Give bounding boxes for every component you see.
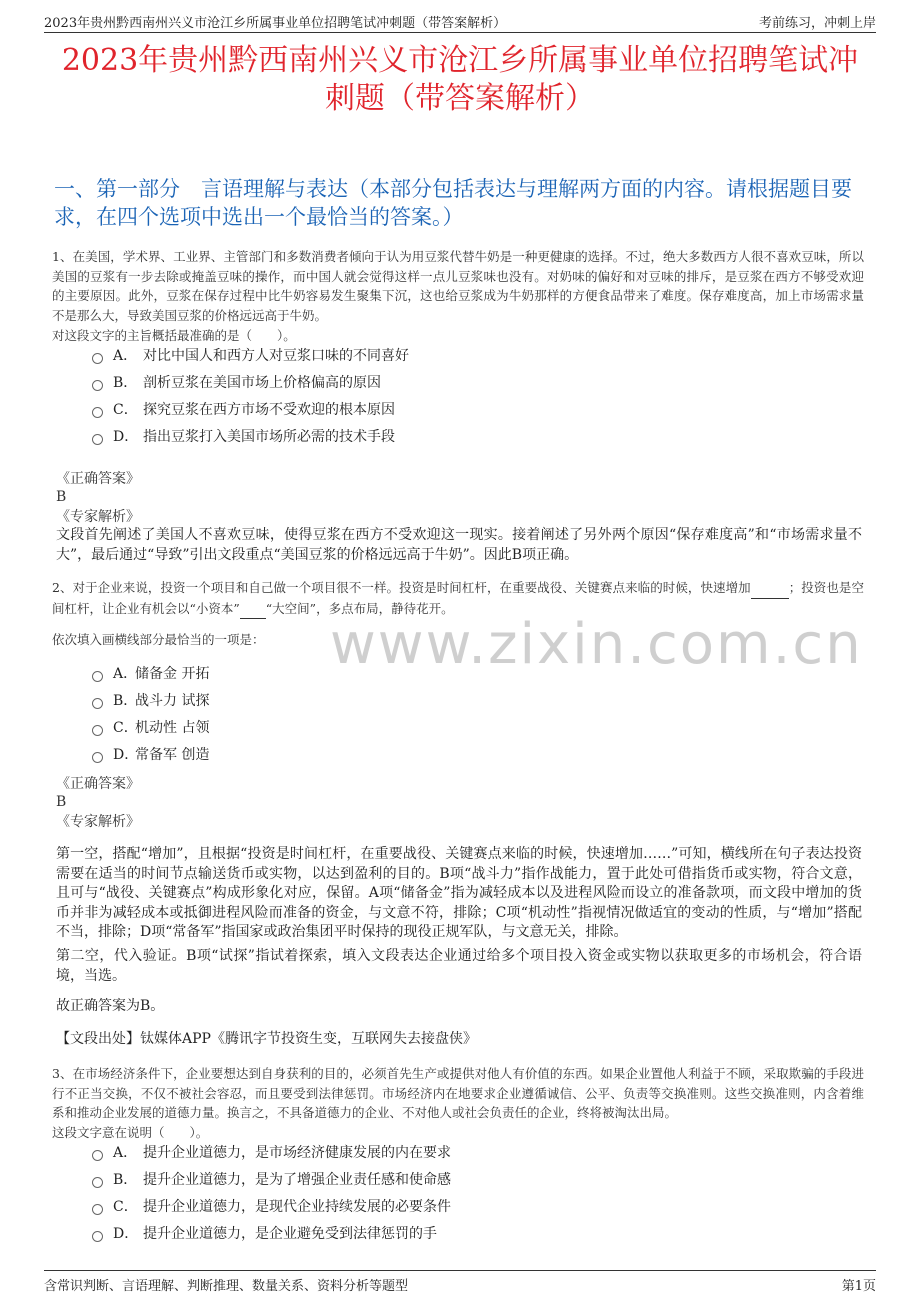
option-text: 指出豆浆打入美国市场所必需的技术手段 bbox=[143, 429, 395, 445]
q2-option-a[interactable] bbox=[92, 663, 209, 685]
radio-icon[interactable] bbox=[92, 725, 103, 736]
q2-option-b[interactable] bbox=[92, 690, 209, 712]
option-letter: A． bbox=[113, 666, 138, 682]
q3-option-b[interactable] bbox=[92, 1169, 451, 1191]
option-letter: B． bbox=[113, 1172, 138, 1188]
radio-icon[interactable] bbox=[92, 752, 103, 763]
option-text: 提升企业道德力，是企业避免受到法律惩罚的手 bbox=[143, 1226, 437, 1242]
option-text: 提升企业道德力，是市场经济健康发展的内在要求 bbox=[143, 1145, 451, 1161]
q1-analysis: 文段首先阐述了美国人不喜欢豆味，使得豆浆在西方不受欢迎这一现实。接着阐述了另外两个原因“保存难度高”和“市场需求量不大”，最后通过“导致”引出文段重点“美国豆浆的价格远远高于牛奶”。因此B项正确。 bbox=[56, 527, 862, 563]
q2-analysis-p2: 第二空，代入验证。B项“试探”指试着探索，填入文段表达企业通过给多个项目投入资金或实物以获取更多的市场机会，符合语境，当选。 bbox=[56, 948, 862, 984]
option-text: 提升企业道德力，是现代企业持续发展的必要条件 bbox=[143, 1199, 451, 1215]
q1-question: 对这段文字的主旨概括最准确的是（ ）。 bbox=[52, 328, 296, 343]
option-letter: B． bbox=[113, 375, 138, 391]
option-text: 常备军 创造 bbox=[135, 747, 210, 763]
option-letter: C． bbox=[113, 402, 138, 418]
header-slogan: 考前练习，冲刺上岸 bbox=[758, 16, 876, 31]
radio-icon[interactable] bbox=[92, 1150, 103, 1161]
option-letter: D． bbox=[113, 429, 139, 445]
option-text: 机动性 占领 bbox=[135, 720, 210, 736]
q3-question: 这段文字意在说明（ ）。 bbox=[52, 1125, 209, 1140]
q2-option-d[interactable] bbox=[92, 744, 209, 766]
option-text: 对比中国人和西方人对豆浆口味的不同喜好 bbox=[143, 348, 409, 364]
option-text: 剖析豆浆在美国市场上价格偏高的原因 bbox=[143, 375, 381, 391]
radio-icon[interactable] bbox=[92, 698, 103, 709]
q2-analysis-label: 《专家解析》 bbox=[56, 814, 140, 830]
option-letter: C． bbox=[113, 720, 138, 736]
radio-icon[interactable] bbox=[92, 353, 103, 364]
fill-blank-2 bbox=[240, 599, 266, 620]
q3-option-c[interactable] bbox=[92, 1196, 451, 1218]
radio-icon[interactable] bbox=[92, 1204, 103, 1215]
q3-option-a[interactable] bbox=[92, 1142, 451, 1164]
page-number: 第1页 bbox=[841, 1279, 876, 1294]
section-heading: 一、第一部分 言语理解与表达（本部分包括表达与理解两方面的内容。请根据题目要求，在四个选项中选出一个最恰当的答案。） bbox=[54, 177, 852, 229]
q1-option-c[interactable] bbox=[92, 399, 395, 421]
radio-icon[interactable] bbox=[92, 1177, 103, 1188]
q1-answer: B bbox=[56, 489, 67, 505]
page-title: 2023年贵州黔西南州兴义市沧江乡所属事业单位招聘笔试冲刺题（带答案解析） bbox=[61, 43, 859, 116]
radio-icon[interactable] bbox=[92, 380, 103, 391]
option-text: 储备金 开拓 bbox=[135, 666, 210, 682]
q1-option-a[interactable] bbox=[92, 345, 409, 367]
radio-icon[interactable] bbox=[92, 434, 103, 445]
option-text: 战斗力 试探 bbox=[135, 693, 210, 709]
q2-analysis-p3: 故正确答案为B。 bbox=[56, 998, 165, 1014]
q1-option-d[interactable] bbox=[92, 426, 395, 448]
option-text: 探究豆浆在西方市场不受欢迎的根本原因 bbox=[143, 402, 395, 418]
q3-option-d[interactable] bbox=[92, 1223, 437, 1245]
footer-note: 含常识判断、言语理解、判断推理、数量关系、资料分析等题型 bbox=[44, 1279, 409, 1294]
q2-answer: B bbox=[56, 794, 67, 810]
q1-answer-label: 《正确答案》 bbox=[56, 471, 140, 487]
option-text: 提升企业道德力，是为了增强企业责任感和使命感 bbox=[143, 1172, 451, 1188]
q2-analysis-p1: 第一空，搭配“增加”，且根据“投资是时间杠杆，在重要战役、关键赛点来临的时候，快速增加……”可知，横线所在句子表达投资需要在适当的时间节点输送货币或实物，以达到盈利的目的。B项“战斗力”指作战能力，置于此处可借指货币或实物，符合文意，且可与“战役、关键赛点”构成形象化对应，保留。A项“储备金”指为减轻成本以及进程风险而设立的准备款项，而文段中增加的货币并非为减轻成本或抵御进程风险而准备的资金，与文意不符，排除；C项“机动性”指视情况做适宜的变动的性质，与“增加”搭配不当，排除；D项“常备军”指国家或政治集团平时保持的现役正规军队，与文意无关，排除。 bbox=[56, 846, 862, 940]
fill-blank-1 bbox=[751, 578, 789, 599]
q2-source: 【文段出处】钛媒体APP《腾讯字节投资生变，互联网失去接盘侠》 bbox=[56, 1031, 477, 1047]
header-title: 2023年贵州黔西南州兴义市沧江乡所属事业单位招聘笔试冲刺题（带答案解析） bbox=[44, 16, 507, 31]
q1-option-b[interactable] bbox=[92, 372, 381, 394]
q1-stem: 1、在美国，学术界、工业界、主管部门和多数消费者倾向于认为用豆浆代替牛奶是一种更健康的选择。不过，绝大多数西方人很不喜欢豆味，所以美国的豆浆有一步去除或掩盖豆味的操作，而中国人就会觉得这样一点儿豆浆味也没有。对奶味的偏好和对豆味的排斥，是豆浆在西方不够受欢迎的主要原因。此外，豆浆在保存过程中比牛奶容易发生聚集下沉，这也给豆浆成为牛奶那样的方便食品带来了难度。保存难度高，加上市场需求量不是那么大，导致美国豆浆的价格远远高于牛奶。 bbox=[52, 249, 864, 323]
q2-answer-label: 《正确答案》 bbox=[56, 776, 140, 792]
option-letter: C． bbox=[113, 1199, 138, 1215]
q2-option-c[interactable] bbox=[92, 717, 209, 739]
radio-icon[interactable] bbox=[92, 407, 103, 418]
option-letter: D． bbox=[113, 747, 139, 763]
q2-stem: 2、对于企业来说，投资一个项目和自己做一个项目很不一样。投资是时间杠杆，在重要战役、关键赛点来临的时候，快速增加 ；投资也是空间杠杆，让企业有机会以“小资本” “大空间”，多点布局，静待花开。 bbox=[52, 578, 864, 619]
option-letter: A． bbox=[113, 1145, 138, 1161]
page-footer bbox=[44, 1270, 876, 1295]
radio-icon[interactable] bbox=[92, 671, 103, 682]
q3-stem: 3、在市场经济条件下，企业要想达到自身获利的目的，必须首先生产或提供对他人有价值的东西。如果企业置他人利益于不顾，采取欺骗的手段进行不正当交换，不仅不被社会容忍，而且要受到法律惩罚。市场经济内在地要求企业遵循诚信、公平、负责等交换准则。这些交换准则，内含着维系和推动企业发展的道德力量。换言之，不具备道德力的企业、不对他人或社会负责任的企业，终将被淘汰出局。 bbox=[52, 1066, 864, 1120]
watermark: www.zixin.com.cn bbox=[330, 612, 863, 677]
q2-question: 依次填入画横线部分最恰当的一项是： bbox=[52, 632, 265, 647]
option-letter: B． bbox=[113, 693, 138, 709]
option-letter: A． bbox=[113, 348, 138, 364]
q1-analysis-label: 《专家解析》 bbox=[56, 509, 140, 525]
page-header bbox=[44, 8, 876, 33]
option-letter: D． bbox=[113, 1226, 139, 1242]
radio-icon[interactable] bbox=[92, 1231, 103, 1242]
